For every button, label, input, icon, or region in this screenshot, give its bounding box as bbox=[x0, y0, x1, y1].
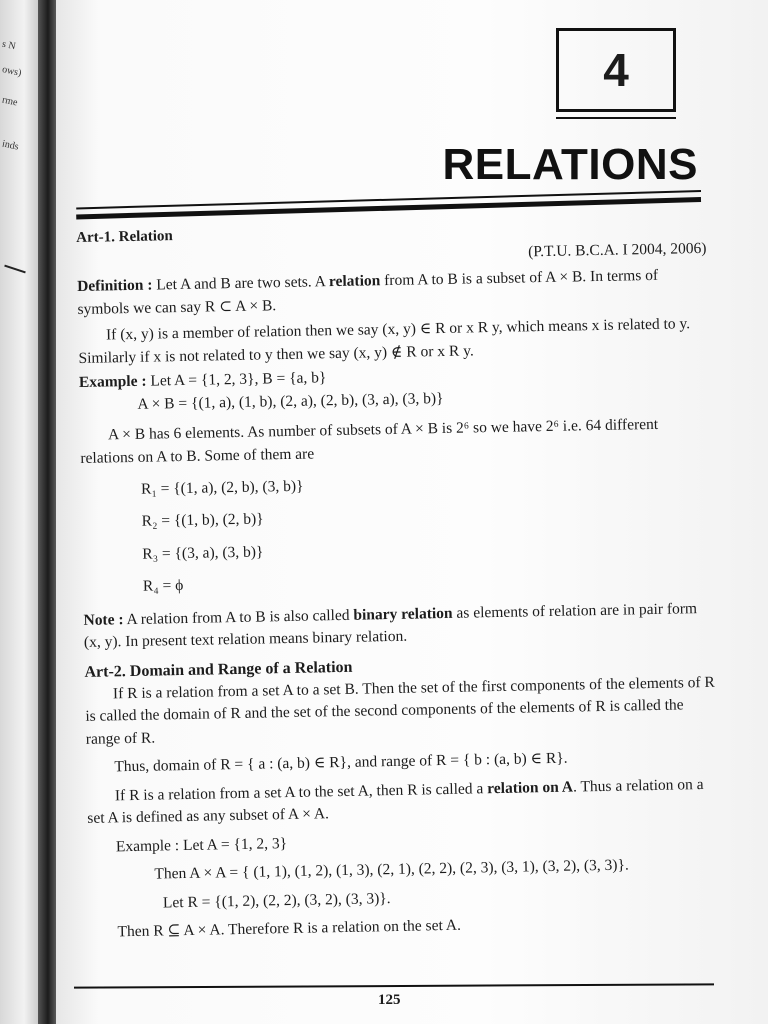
chapter-title: RELATIONS bbox=[442, 140, 698, 189]
relation-r3: R₃ = {(3, a), (3, b)} bbox=[142, 543, 264, 563]
conclusion-line: Then R ⊆ A × A. Therefore R is a relation on the set A. bbox=[117, 916, 462, 941]
chapter-number-box bbox=[556, 28, 676, 112]
relation-on-a-bold: relation on A bbox=[487, 778, 574, 798]
exam-reference: (P.T.U. B.C.A. I 2004, 2006) bbox=[527, 239, 707, 261]
note-label: Note : bbox=[83, 611, 124, 629]
definition-label: Definition : bbox=[76, 276, 153, 296]
page-number: 125 bbox=[378, 992, 401, 1008]
page-content bbox=[76, 216, 720, 945]
domain-range-definition: Thus, domain of R = { a : (a, b) ∈ R}, and range of R = { b : (a, b) ∈ R}. bbox=[114, 750, 568, 776]
axa-line: Then A × A = { (1, 1), (1, 2), (1, 3), (2, 1), (2, 2), (2, 3), (3, 1), (3, 2), (3, 3)}. bbox=[154, 856, 629, 883]
member-paragraph: If (x, y) is a member of relation then we say (x, y) ∈ R or x R y, which means x is related to y. Similarly if x is not related to y then we say (x, y) ∉ R or x R y. bbox=[78, 315, 691, 367]
relation-r1: R₁ = {(1, a), (2, b), (3, b)} bbox=[140, 477, 304, 498]
left-page-mark bbox=[4, 265, 26, 274]
definition-text-2: from A to B is a subset of A × B. In terms of symbols we can say R ⊂ A × B. bbox=[77, 267, 659, 318]
note-text-1: A relation from A to B is also called bbox=[123, 606, 354, 629]
example-label: Example : bbox=[78, 372, 147, 392]
chapter-number: 4 bbox=[603, 44, 629, 96]
left-page-fragment: ows) bbox=[1, 64, 23, 79]
let-r-line: Let R = {(1, 2), (2, 2), (3, 2), (3, 3)}. bbox=[162, 889, 391, 912]
note-paragraph bbox=[83, 598, 714, 655]
example-text: Let A = {1, 2, 3}, B = {a, b} bbox=[146, 369, 327, 390]
definition-bold: relation bbox=[328, 272, 381, 291]
left-page-fragment: inds bbox=[1, 138, 20, 153]
relation-on-a-paragraph bbox=[87, 774, 718, 831]
art2-example-line: Example : Let A = {1, 2, 3} bbox=[115, 834, 288, 856]
chapter-box-underline bbox=[556, 117, 676, 119]
note-bold: binary relation bbox=[353, 604, 453, 624]
art1-heading: Art-1. Relation bbox=[76, 228, 173, 246]
note-text-2: as elements of relation are in pair form (x, y). In present text relation means binary relation. bbox=[83, 599, 698, 652]
relation-on-a-text-2: . Thus a relation on a set A is defined as any subset of A × A. bbox=[87, 775, 704, 828]
relation-r4: R₄ = ϕ bbox=[142, 577, 184, 596]
relation-on-a-text-1: If R is a relation from a set A to the set A, then R is called a bbox=[114, 780, 488, 805]
domain-range-paragraph: If R is a relation from a set A to a set B. Then the set of the first components of the elements of R is called the domain of R and the set of the second components of the elements of R is called the range of R. bbox=[85, 673, 715, 748]
left-page-fragment: s N bbox=[1, 38, 17, 53]
left-page-fragment: rme bbox=[1, 94, 19, 109]
definition-text-1: Let A and B are two sets. A bbox=[152, 273, 330, 294]
relation-r2: R₂ = {(1, b), (2, b)} bbox=[141, 510, 264, 531]
book-page bbox=[56, 0, 768, 1024]
art2-heading: Art-2. Domain and Range of a Relation bbox=[84, 658, 353, 681]
footer-rule bbox=[74, 983, 714, 988]
axb-line: A × B = {(1, a), (1, b), (2, a), (2, b), (3, a), (3, b)} bbox=[137, 389, 444, 413]
definition-paragraph bbox=[77, 264, 708, 321]
subsets-paragraph: A × B has 6 elements. As number of subsets of A × B is 2⁶ so we have 2⁶ i.e. 64 different relations on A to B. Some of them are bbox=[80, 415, 659, 467]
